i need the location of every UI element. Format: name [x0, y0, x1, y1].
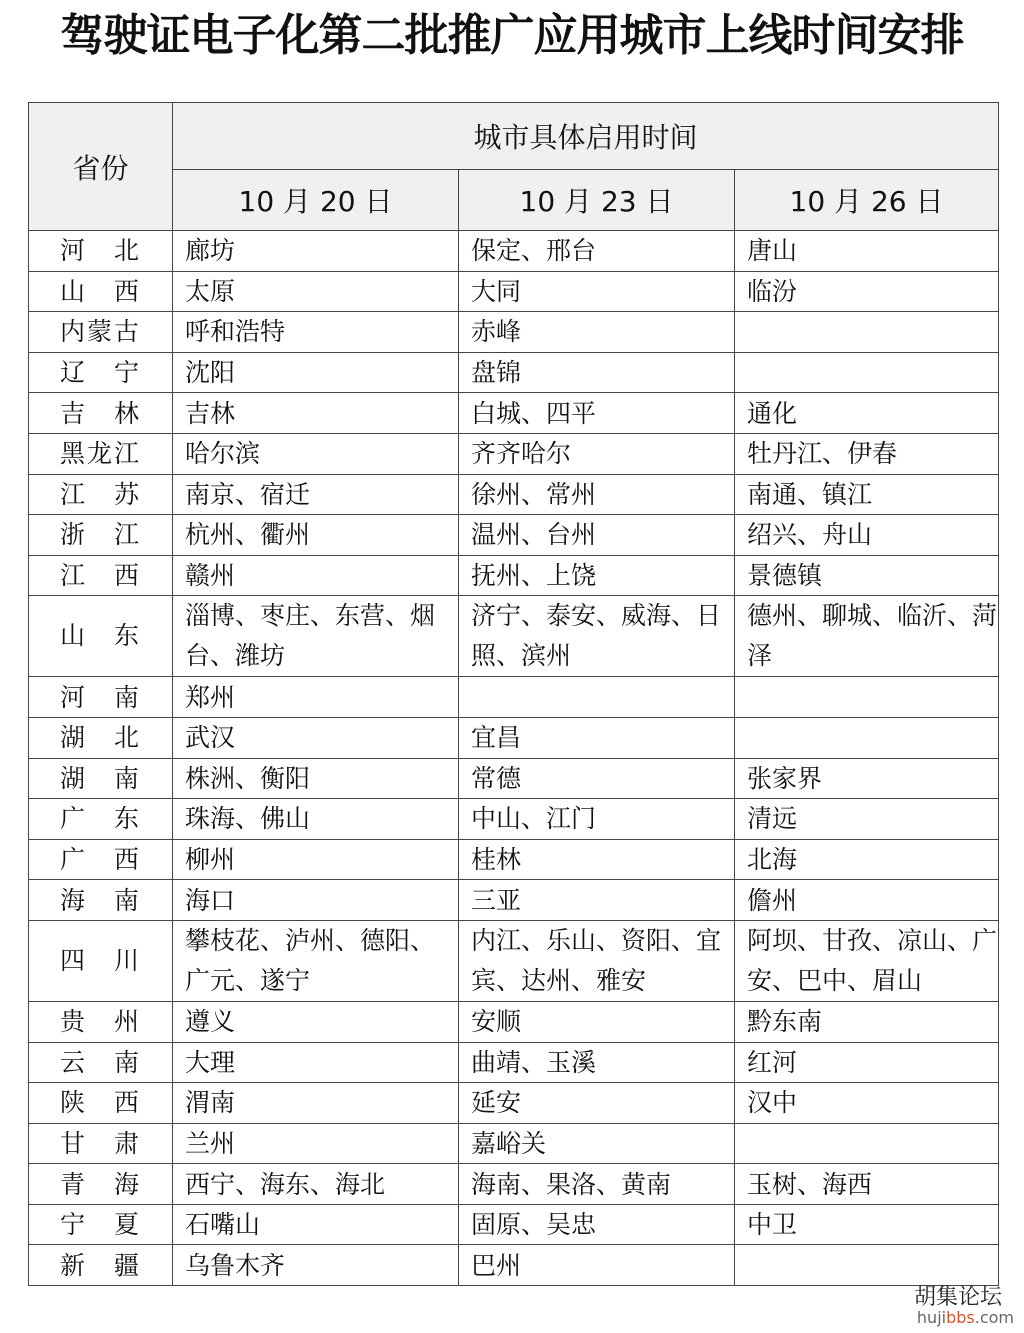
date1-cell: 乌鲁木齐 [173, 1245, 459, 1286]
watermark-url: hujibbs.com [916, 1308, 1014, 1327]
date1-cell: 石嘴山 [173, 1204, 459, 1245]
table-row [29, 515, 999, 556]
date2-cell: 徐州、常州 [459, 474, 735, 515]
date2-cell: 抚州、上饶 [459, 555, 735, 596]
date3-cell: 德州、聊城、临沂、菏泽 [735, 596, 999, 677]
date1-cell: 吉林 [173, 393, 459, 434]
date1-cell: 沈阳 [173, 352, 459, 393]
date3-cell [735, 312, 999, 353]
date2-cell: 盘锦 [459, 352, 735, 393]
table-row [29, 555, 999, 596]
date1-cell: 杭州、衢州 [173, 515, 459, 556]
date2-cell: 曲靖、玉溪 [459, 1042, 735, 1083]
date2-cell: 温州、台州 [459, 515, 735, 556]
date-group-header: 城市具体启用时间 [173, 103, 999, 170]
date3-cell: 红河 [735, 1042, 999, 1083]
date1-cell: 大理 [173, 1042, 459, 1083]
date3-cell: 绍兴、舟山 [735, 515, 999, 556]
date1-cell: 遵义 [173, 1001, 459, 1042]
province-cell: 四 川 [29, 920, 173, 1001]
province-cell: 广 东 [29, 799, 173, 840]
date2-cell: 内江、乐山、资阳、宜宾、达州、雅安 [459, 920, 735, 1001]
date1-cell: 渭南 [173, 1083, 459, 1124]
province-cell: 海 南 [29, 880, 173, 921]
province-cell: 湖 南 [29, 758, 173, 799]
province-cell: 贵 州 [29, 1001, 173, 1042]
province-cell: 青 海 [29, 1164, 173, 1205]
table-row [29, 717, 999, 758]
province-cell: 吉 林 [29, 393, 173, 434]
date1-cell: 西宁、海东、海北 [173, 1164, 459, 1205]
table-row [29, 1245, 999, 1286]
province-cell: 新 疆 [29, 1245, 173, 1286]
province-cell: 黑龙江 [29, 433, 173, 474]
table-row [29, 271, 999, 312]
date1-cell: 株洲、衡阳 [173, 758, 459, 799]
province-cell: 江 苏 [29, 474, 173, 515]
table-row [29, 920, 999, 1001]
date1-cell: 攀枝花、泸州、德阳、广元、遂宁 [173, 920, 459, 1001]
province-cell: 浙 江 [29, 515, 173, 556]
date3-cell: 临汾 [735, 271, 999, 312]
date2-cell: 白城、四平 [459, 393, 735, 434]
date3-cell: 唐山 [735, 231, 999, 272]
province-cell: 山 东 [29, 596, 173, 677]
date1-cell: 赣州 [173, 555, 459, 596]
table-row [29, 1042, 999, 1083]
date2-cell: 宜昌 [459, 717, 735, 758]
province-cell: 河 南 [29, 677, 173, 718]
date2-cell: 安顺 [459, 1001, 735, 1042]
date1-cell: 珠海、佛山 [173, 799, 459, 840]
date1-cell: 兰州 [173, 1123, 459, 1164]
date1-cell: 淄博、枣庄、东营、烟台、潍坊 [173, 596, 459, 677]
date2-cell: 济宁、泰安、威海、日照、滨州 [459, 596, 735, 677]
date3-cell: 张家界 [735, 758, 999, 799]
table-row [29, 474, 999, 515]
table-row [29, 312, 999, 353]
province-cell: 辽 宁 [29, 352, 173, 393]
date3-cell: 北海 [735, 839, 999, 880]
table-row [29, 596, 999, 677]
table-row [29, 677, 999, 718]
table-row [29, 1123, 999, 1164]
date1-cell: 南京、宿迁 [173, 474, 459, 515]
date1-cell: 廊坊 [173, 231, 459, 272]
watermark-name: 胡集论坛 [913, 1285, 1002, 1310]
province-cell: 甘 肃 [29, 1123, 173, 1164]
province-cell: 湖 北 [29, 717, 173, 758]
date2-cell: 海南、果洛、黄南 [459, 1164, 735, 1205]
date3-cell [735, 352, 999, 393]
date3-cell: 南通、镇江 [735, 474, 999, 515]
schedule-table [28, 102, 999, 1286]
table-row [29, 393, 999, 434]
date3-cell: 清远 [735, 799, 999, 840]
table-row [29, 1083, 999, 1124]
date1-cell: 武汉 [173, 717, 459, 758]
date2-cell: 中山、江门 [459, 799, 735, 840]
table-row [29, 758, 999, 799]
date-header-3: 10 月 26 日 [735, 170, 999, 231]
province-cell: 河 北 [29, 231, 173, 272]
province-cell: 陕 西 [29, 1083, 173, 1124]
province-header: 省份 [29, 103, 173, 231]
date2-cell: 桂林 [459, 839, 735, 880]
date2-cell: 大同 [459, 271, 735, 312]
date1-cell: 海口 [173, 880, 459, 921]
date2-cell: 齐齐哈尔 [459, 433, 735, 474]
table-row [29, 1164, 999, 1205]
date3-cell: 中卫 [735, 1204, 999, 1245]
date3-cell: 景德镇 [735, 555, 999, 596]
date3-cell [735, 717, 999, 758]
table-row [29, 231, 999, 272]
date2-cell: 嘉峪关 [459, 1123, 735, 1164]
date3-cell [735, 1123, 999, 1164]
date2-cell [459, 677, 735, 718]
date2-cell: 三亚 [459, 880, 735, 921]
table-row [29, 433, 999, 474]
table-row [29, 1001, 999, 1042]
date2-cell: 赤峰 [459, 312, 735, 353]
province-cell: 广 西 [29, 839, 173, 880]
date2-cell: 延安 [459, 1083, 735, 1124]
date3-cell: 通化 [735, 393, 999, 434]
date-header-2: 10 月 23 日 [459, 170, 735, 231]
table-row [29, 880, 999, 921]
page-title: 驾驶证电子化第二批推广应用城市上线时间安排 [60, 10, 964, 61]
table-row [29, 839, 999, 880]
date2-cell: 常德 [459, 758, 735, 799]
date3-cell: 儋州 [735, 880, 999, 921]
date-header-1: 10 月 20 日 [173, 170, 459, 231]
date2-cell: 巴州 [459, 1245, 735, 1286]
date3-cell: 黔东南 [735, 1001, 999, 1042]
province-cell: 内蒙古 [29, 312, 173, 353]
date1-cell: 太原 [173, 271, 459, 312]
date2-cell: 保定、邢台 [459, 231, 735, 272]
date2-cell: 固原、吴忠 [459, 1204, 735, 1245]
province-cell: 云 南 [29, 1042, 173, 1083]
date3-cell: 阿坝、甘孜、凉山、广安、巴中、眉山 [735, 920, 999, 1001]
province-cell: 山 西 [29, 271, 173, 312]
table-row [29, 352, 999, 393]
province-cell: 江 西 [29, 555, 173, 596]
date3-cell: 汉中 [735, 1083, 999, 1124]
date1-cell: 郑州 [173, 677, 459, 718]
date1-cell: 哈尔滨 [173, 433, 459, 474]
date1-cell: 呼和浩特 [173, 312, 459, 353]
date3-cell [735, 677, 999, 718]
table-row [29, 799, 999, 840]
date3-cell: 玉树、海西 [735, 1164, 999, 1205]
date3-cell: 牡丹江、伊春 [735, 433, 999, 474]
date1-cell: 柳州 [173, 839, 459, 880]
province-cell: 宁 夏 [29, 1204, 173, 1245]
table-row [29, 1204, 999, 1245]
